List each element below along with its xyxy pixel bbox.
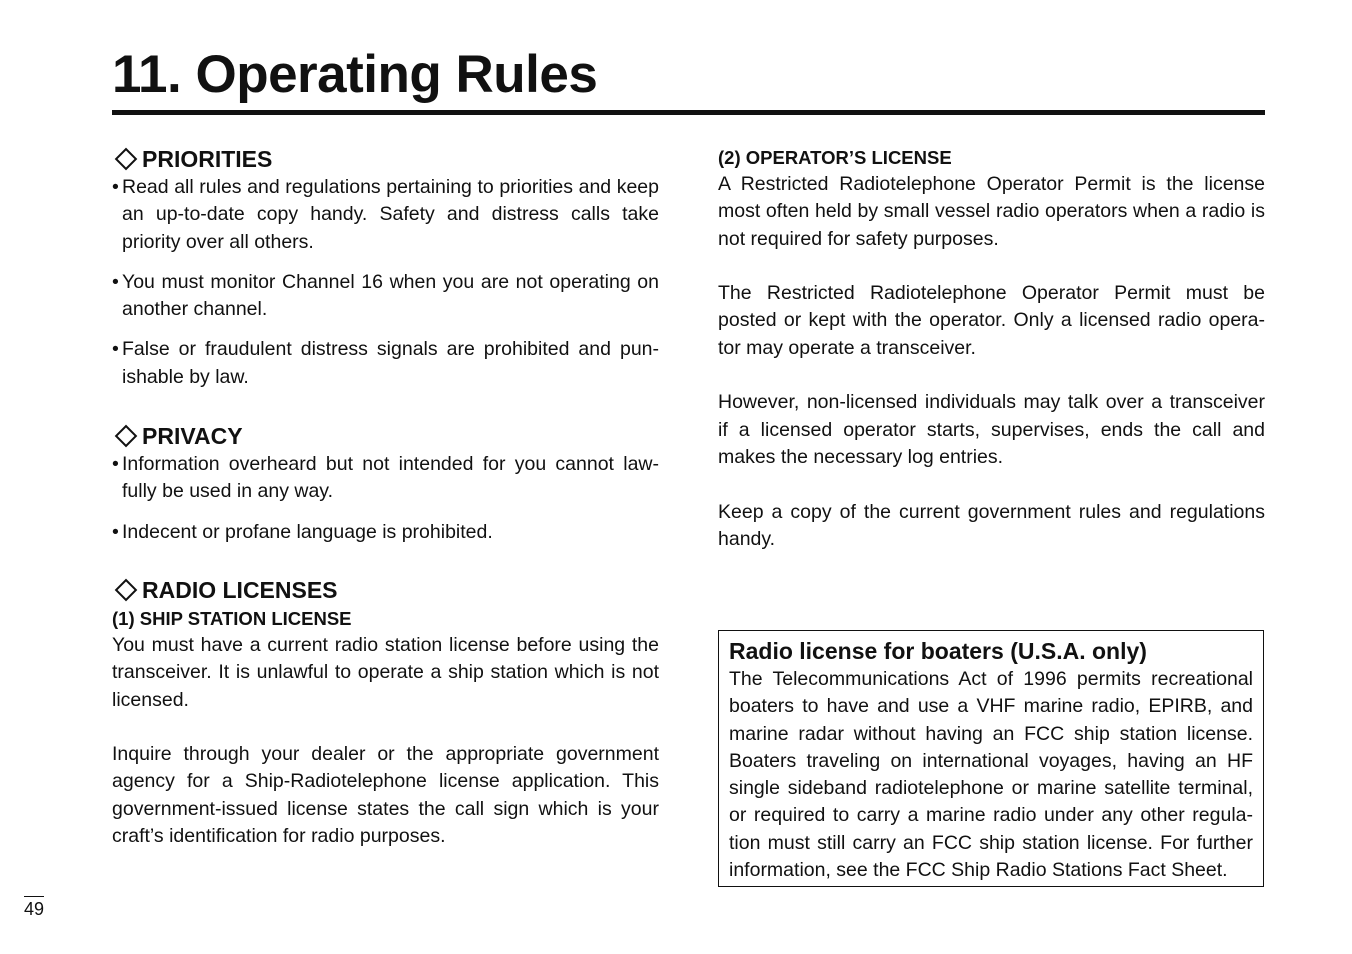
radio-licenses-heading xyxy=(112,575,659,605)
left-column xyxy=(112,144,659,850)
list-item: • Indecent or profane language is prohibited. xyxy=(112,519,659,546)
list-item: • You must monitor Channel 16 when you are not operating on another channel. xyxy=(112,269,659,324)
page-title: 11. Operating Rules xyxy=(112,45,598,104)
ship-station-paragraph: You must have a current radio station license before using the transceiver. It is unlawful to operate a ship station which is not licensed. xyxy=(112,633,659,711)
diamond-icon xyxy=(115,579,138,602)
privacy-heading xyxy=(112,421,659,451)
radio-licenses-heading-text: RADIO LICENSES xyxy=(142,576,338,603)
right-column xyxy=(718,144,1265,553)
privacy-list xyxy=(112,451,659,546)
boaters-license-box xyxy=(718,630,1264,887)
operator-paragraph: The Restricted Radiotelephone Operator Permit must be posted or kept with the operator. Only a licensed radio opera-tor may operate a transceiver. xyxy=(718,282,1265,359)
title-rule xyxy=(112,110,1265,115)
ship-station-license-heading: (1) SHIP STATION LICENSE xyxy=(112,607,352,629)
page-number: 49 xyxy=(24,896,44,920)
priorities-list xyxy=(112,174,659,391)
list-item: • False or fraudulent distress signals are prohibited and pun-ishable by law. xyxy=(112,336,659,391)
diamond-icon xyxy=(115,148,138,171)
list-item: • Information overheard but not intended for you cannot law-fully be used in any way. xyxy=(112,451,659,506)
operator-paragraph: Keep a copy of the current government rules and regulations handy. xyxy=(718,500,1265,550)
info-box-body: The Telecommunications Act of 1996 permits recreational boaters to have and use a VHF marine radio, EPIRB, and marine radar without having an FCC ship station license. Boaters traveling on international voyages, having an HF single sideband radiotelephone or marine satellite terminal, or required to carry a marine radio under any other regula-tion must still carry an FCC ship station license. For further information, see the FCC Ship Radio Stations Fact Sheet. xyxy=(729,668,1253,882)
priorities-heading-text: PRIORITIES xyxy=(142,146,273,172)
operators-license-heading: (2) OPERATOR’S LICENSE xyxy=(718,147,952,168)
privacy-heading-text: PRIVACY xyxy=(142,423,243,450)
info-box-title: Radio license for boaters (U.S.A. only) xyxy=(729,638,1147,664)
operator-paragraph: A Restricted Radiotelephone Operator Permit is the license most often held by small vessel radio operators when a radio is not required for safety purposes. xyxy=(718,173,1265,250)
operator-paragraph: However, non-licensed individuals may talk over a transceiver if a licensed operator starts, supervises, ends the call and makes the necessary log entries. xyxy=(718,391,1265,468)
ship-station-paragraph: Inquire through your dealer or the appropriate government agency for a Ship-Radiotelephone license application. This government-issued license states the call sign which is your craft’s identification for radio purposes. xyxy=(112,743,659,848)
priorities-heading xyxy=(112,144,659,174)
diamond-icon xyxy=(115,425,138,448)
list-item: • Read all rules and regulations pertaining to priorities and keep an up-to-date copy handy. Safety and distress calls take priority over all others. xyxy=(112,174,659,256)
